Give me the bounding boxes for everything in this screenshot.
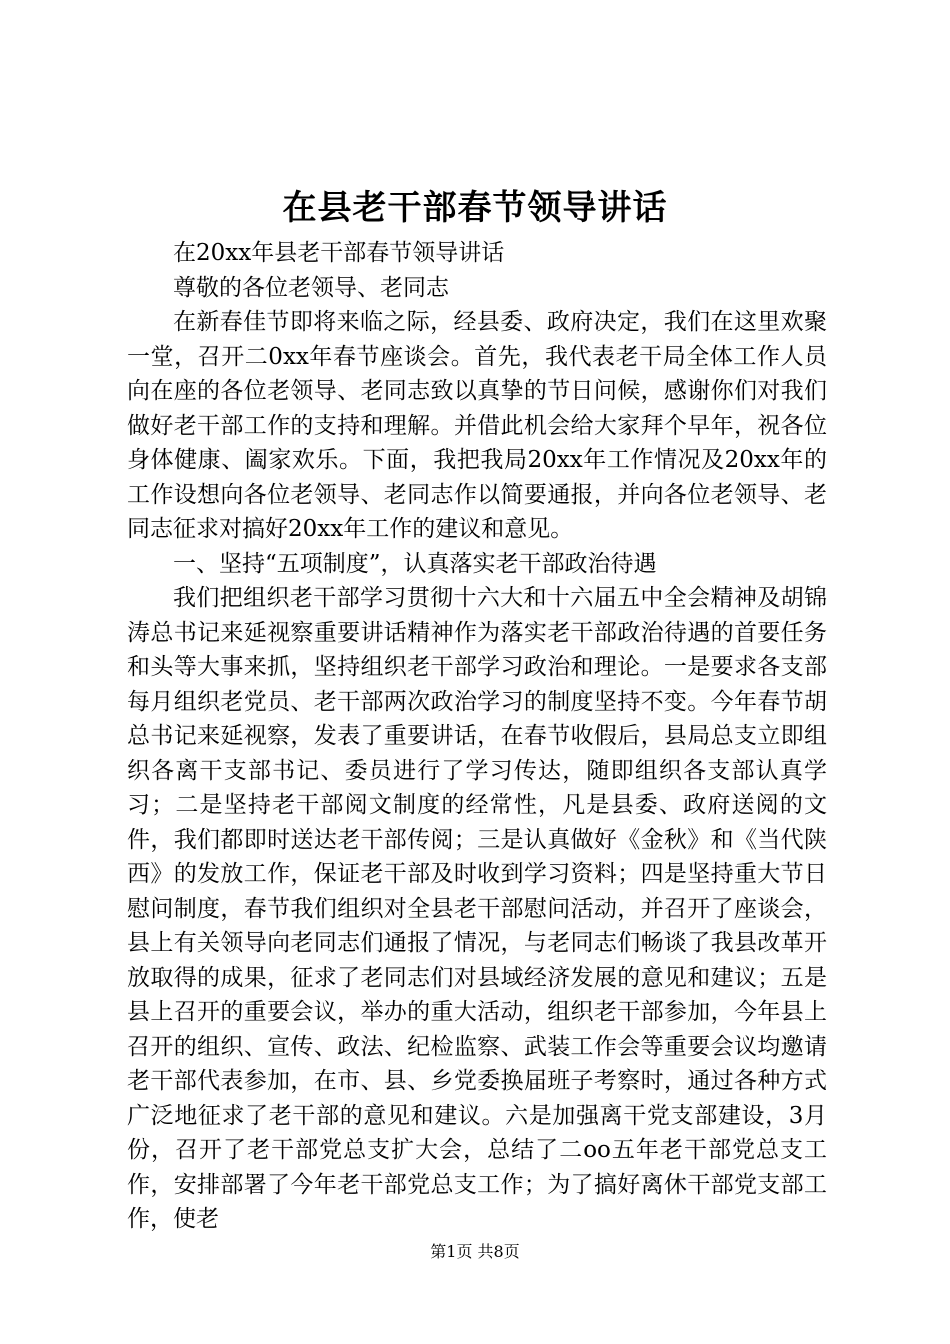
- document-title: 在县老干部春节领导讲话: [282, 188, 668, 228]
- paragraph-salutation: 尊敬的各位老领导、老同志: [173, 274, 449, 301]
- paragraph-subtitle: 在20xx年县老干部春节领导讲话: [173, 240, 505, 266]
- document-body: [127, 236, 827, 1237]
- paragraph-opening: 在新春佳节即将来临之际，经县委、政府决定，我们在这里欢聚一堂，召开二0xx年春节座谈会。首先，我代表老干局全体工作人员向在座的各位老领导、老同志致以真挚的节日问候，感谢你们对我们做好老干部工作的支持和理解。并借此机会给大家拜个早年，祝各位身体健康、阖家欢乐。下面，我把我局20xx年工作情况及20xx年的工作设想向各位老领导、老同志作以简要通报，并向各位老领导、老同志征求对搞好20xx年工作的建议和意见。: [127, 309, 827, 542]
- section-heading: 一、坚持“五项制度”，认真落实老干部政治待遇: [173, 550, 657, 577]
- paragraph-body: 我们把组织老干部学习贯彻十六大和十六届五中全会精神及胡锦涛总书记来延视察重要讲话精神作为落实老干部政治待遇的首要任务和头等大事来抓，坚持组织老干部学习政治和理论。一是要求各支部每月组织老党员、老干部两次政治学习的制度坚持不变。今年春节胡总书记来延视察，发表了重要讲话，在春节收假后，县局总支立即组织各离干支部书记、委员进行了学习传达，随即组织各支部认真学习；二是坚持老干部阅文制度的经常性，凡是县委、政府送阅的文件，我们都即时送达老干部传阅；三是认真做好《金秋》和《当代陕西》的发放工作，保证老干部及时收到学习资料；四是坚持重大节日慰问制度，春节我们组织对全县老干部慰问活动，并召开了座谈会，县上有关领导向老同志们通报了情况，与老同志们畅谈了我县改革开放取得的成果，征求了老同志们对县域经济发展的意见和建议；五是县上召开的重要会议，举办的重大活动，组织老干部参加，今年县上召开的组织、宣传、政法、纪检监察、武装工作会等重要会议均邀请老干部代表参加，在市、县、乡党委换届班子考察时，通过各种方式广泛地征求了老干部的意见和建议。六是加强离干党支部建设，3月份，召开了老干部党总支扩大会，总结了二oo五年老干部党总支工作，安排部署了今年老干部党总支工作；为了搞好离休干部党支部工作，使老: [127, 585, 827, 1232]
- page-number-footer: 第1页 共8页: [430, 1242, 520, 1261]
